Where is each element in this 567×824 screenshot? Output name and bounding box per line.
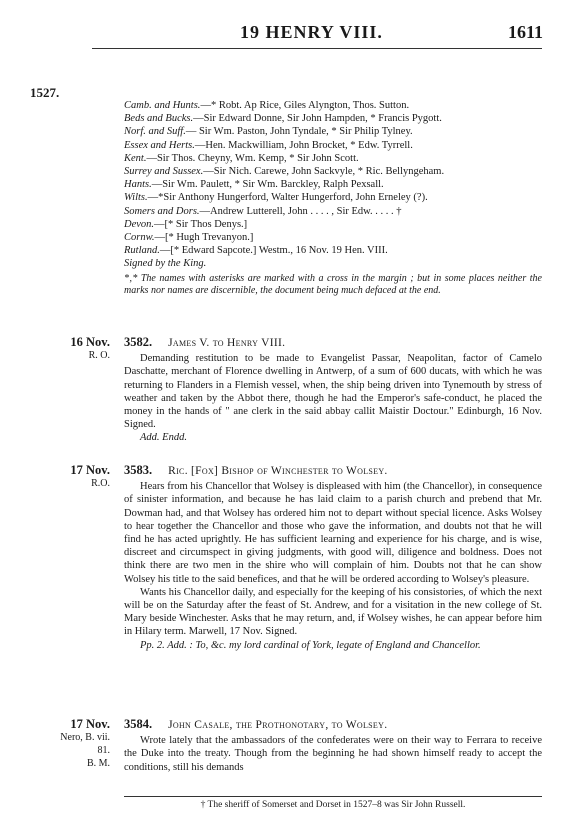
entry-paragraph: Demanding restitution to be made to Evangelist Passar, Neapolitan, factor of Camelo Daschatte, merchant of Florence dwelling in Antwerp, of a sum of 600 ducats, with which he was returning to Flanders in a Flemish vessel, when, the ship being driven into Tynemouth by stress of weather and taken by the Abbot there, though he had the Emperor's safe-conduct, he placed the money in the hands of " ane clerk in the said abbay callit Maistir Doctour." Edinburgh, 16 Nov. Signed.	[124, 353, 542, 431]
header-rule	[92, 48, 542, 49]
entry-margin	[52, 464, 110, 490]
entry-source: Nero, B. vii.	[60, 732, 110, 743]
entry-heading	[124, 718, 542, 732]
entry-tail: Add. Endd.	[140, 432, 187, 444]
entry-date: 17 Nov.	[70, 463, 110, 477]
entry-paragraph: Wants his Chancellor daily, and especially for the keeping of his consistories, of which the next will be on the Saturday after the feast of St. Andrew, and for a visitation in the new college of St. Mary beside Winchester. Asks that he may return, and, if Wolsey wishes, he can appear before him in Hilary term. Marwell, 17 Nov. Signed.	[124, 586, 542, 638]
county-line: Camb. and Hunts.—* Robt. Ap Rice, Giles Alyngton, Thos. Sutton.	[124, 100, 410, 111]
entry-source: B. M.	[86, 758, 110, 769]
entry-tail: Pp. 2. Add. : To, &c. my lord cardinal of York, legate of England and Chancellor.	[140, 639, 481, 651]
entry-3583	[124, 464, 542, 652]
footnote: † The sheriff of Somerset and Dorset in 1527–8 was Sir John Russell.	[200, 800, 466, 810]
county-line: Devon.—[* Sir Thos Denys.]	[124, 218, 248, 230]
entry-3582	[124, 336, 542, 445]
entry-title: Ric. [Fox] Bishop of Winchester to Wolsey.	[168, 465, 388, 477]
entry-source: 81.	[97, 745, 110, 756]
year-marker: 1527.	[30, 85, 60, 100]
entry-source: R. O.	[88, 350, 110, 361]
entry-number: 3584.	[124, 717, 153, 731]
county-line: Beds and Bucks.—Sir Edward Donne, Sir John Hampden, * Francis Pygott.	[124, 113, 442, 125]
asterisk-note: *‚* The names with asterisks are marked with a cross in the margin ; but in some places neither the marks nor names are discernible, the document being much defaced at the end.	[124, 272, 542, 297]
running-head	[0, 22, 567, 46]
county-line: Somers and Dors.—Andrew Lutterell, John . . . . , Sir Edw. . . . . †	[124, 205, 402, 217]
sheriffs-list	[124, 99, 542, 308]
county-line: Wilts.—*Sir Anthony Hungerford, Walter Hungerford, John Erneley (?).	[124, 192, 428, 204]
entry-date: 17 Nov.	[70, 717, 110, 731]
footnote-rule	[124, 796, 542, 797]
entry-number: 3582.	[124, 335, 153, 349]
entry-paragraph: Wrote lately that the ambassadors of the confederates were on their way to Ferrara to receive the Duke into the treaty. Though from the beginning he had shown himself ready to accept the conditions, still his demands	[124, 735, 542, 773]
entry-title: James V. to Henry VIII.	[168, 337, 286, 349]
page-number: 1611	[507, 22, 543, 42]
entry-paragraph: Hears from his Chancellor that Wolsey is displeased with him (the Chancellor), in consequence of sinister information, and because he has laid claim to a parish church and prebend that Mr. Dowman had, and that Wolsey has ordered him not to depart without special licence. Asks Wolsey to hear together the Chancellor and those who gave the information, and doubts not that he will find he has acted uprightly. He has sufficient learning and experience for his charge, and is wise, discreet and circumspect in giving judgments, with good will, diligence and boldness. Does not think there are two men in the shire who will complain of him. Doubts not that he can show Wolsey his title to the said benefices, and that he will be ordered according to Wolsey's pleasure.	[124, 481, 542, 585]
entry-heading	[124, 464, 542, 478]
entry-margin	[52, 336, 110, 362]
county-line: Kent.—Sir Thos. Cheyny, Wm. Kemp, * Sir John Scott.	[124, 152, 359, 164]
entry-title: John Casale, the Prothonotary, to Wolsey.	[168, 719, 388, 731]
county-line: Cornw.—[* Hugh Trevanyon.]	[124, 232, 254, 244]
county-line: Rutland.—[* Edward Sapcote.] Westm., 16 Nov. 19 Hen. VIII.	[124, 245, 388, 257]
entry-heading	[124, 336, 542, 350]
signed-by-king: Signed by the King.	[124, 258, 207, 270]
entry-3584	[124, 718, 542, 774]
county-line: Hants.—Sir Wm. Paulett, * Sir Wm. Barckley, Ralph Pexsall.	[124, 179, 384, 191]
entry-source: R.O.	[91, 478, 110, 489]
entry-date: 16 Nov.	[70, 335, 110, 349]
entry-number: 3583.	[124, 463, 153, 477]
running-title: 19 HENRY VIII.	[240, 22, 383, 42]
entry-margin	[52, 718, 110, 770]
county-line: Surrey and Sussex.—Sir Nich. Carewe, John Sackvyle, * Ric. Bellyngeham.	[124, 166, 445, 178]
county-line: Essex and Herts.—Hen. Mackwilliam, John Brocket, * Edw. Tyrrell.	[124, 139, 413, 151]
county-line: Norf. and Suff.— Sir Wm. Paston, John Tyndale, * Sir Philip Tylney.	[124, 126, 413, 138]
